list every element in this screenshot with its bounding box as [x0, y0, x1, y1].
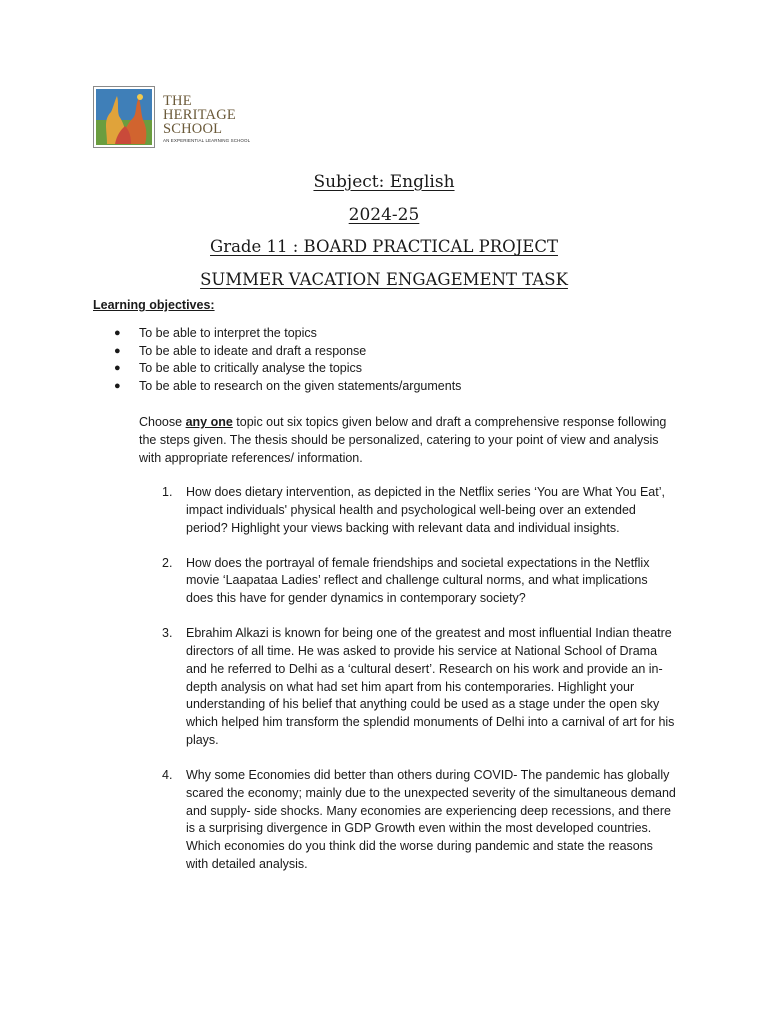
list-item — [114, 378, 461, 396]
year-heading: 2024-25 — [348, 204, 420, 225]
objective-text: To be able to critically analyse the topics — [139, 361, 363, 375]
school-logo — [93, 86, 253, 148]
bullet-icon: ● — [114, 362, 121, 374]
learning-objectives-title: Learning objectives: — [93, 298, 215, 312]
topic-item-4 — [162, 767, 677, 874]
topic-number: 3. — [162, 626, 173, 641]
task-heading: SUMMER VACATION ENGAGEMENT TASK — [200, 269, 568, 289]
logo-wordmark — [163, 94, 250, 143]
logo-line-2: HERITAGE — [163, 107, 236, 123]
bullet-icon: ● — [114, 344, 121, 357]
subject-heading: Subject: English — [313, 172, 455, 192]
logo-line-1: THE — [163, 93, 192, 109]
heritage-school-logo-icon — [93, 86, 155, 148]
logo-tagline: AN EXPERIENTIAL LEARNING SCHOOL — [163, 138, 251, 143]
objective-text: To be able to ideate and draft a response — [139, 343, 367, 358]
topic-text: Why some Economies did better than others during COVID- The pandemic has globally scared the economy; mainly due to the unexpected severity of the simultaneous demand and supply- side shocks. Many economies are experiencing deep recessions, and there is a surprising divergence in GDP Growth even within the most developed countries. Which economies do you think did the worse during pandemic and state the reasons with detailed analysis. — [186, 767, 676, 871]
topic-number: 4. — [162, 767, 173, 782]
list-item — [114, 343, 461, 361]
objective-text: To be able to interpret the topics — [139, 326, 317, 340]
intro-text-after: topic out six topics given below and draft a comprehensive response following the steps given. The thesis should be personalized, catering to your point of view and analysis with appropriate references/ information. — [139, 415, 667, 465]
topics-list — [162, 484, 677, 891]
learning-objectives-list — [114, 325, 461, 395]
topic-item-1 — [162, 484, 677, 537]
list-item — [114, 325, 461, 343]
objective-text: To be able to research on the given statements/arguments — [139, 378, 462, 393]
logo-line-3: SCHOOL — [163, 121, 223, 137]
grade-heading: Grade 11 : BOARD PRACTICAL PROJECT — [210, 237, 558, 256]
topic-text: How does the portrayal of female friendships and societal expectations in the Netflix movie ‘Laapataa Ladies’ reflect and challenge cultural norms, and what implications does this have for gender dynamics in contemporary society? — [186, 555, 650, 606]
instructions-paragraph — [139, 414, 679, 467]
topic-item-3 — [162, 625, 677, 750]
topic-text: How does dietary intervention, as depicted in the Netflix series ‘You are What You Eat’, impact individuals' physical health and psychological well-being over an extended period? Highlight your views backing with relevant data and individual insights. — [186, 485, 665, 535]
topic-number: 2. — [162, 555, 173, 570]
intro-emphasis: any one — [185, 415, 233, 429]
bullet-icon: ● — [114, 379, 121, 392]
bullet-icon: ● — [114, 327, 121, 339]
document-headings — [0, 166, 768, 296]
list-item — [114, 360, 461, 378]
topic-item-2 — [162, 555, 677, 608]
topic-text: Ebrahim Alkazi is known for being one of the greatest and most influential Indian theatre directors of all time. He was asked to provide his service at National School of Drama and he referred to Delhi as a ‘cultural desert’. Research on his work and provide an in-depth analysis on what had set him apart from his contemporaries. Highlight your understanding of his belief that anything could be used as a stage under the open sky which helped him transform the splendid monuments of Delhi into a carnival of art for his plays. — [186, 626, 675, 747]
topic-number: 1. — [162, 485, 173, 499]
intro-text-before: Choose — [139, 415, 186, 429]
